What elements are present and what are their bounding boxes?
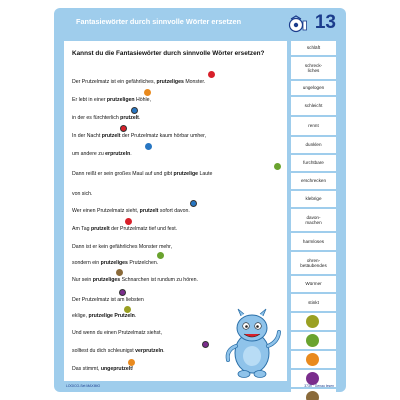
fantasy-word: prutzelt [120, 115, 139, 121]
header-title: Fantasiewörter durch sinnvolle Wörter ersetzen [76, 17, 242, 26]
color-marker-dot [119, 289, 126, 296]
sentence-text: um andere zu [72, 151, 106, 157]
word-card[interactable]: schläft [291, 41, 336, 55]
color-dot [306, 353, 319, 366]
sentence-line [72, 79, 205, 85]
sentence-text: Und wenn du einen Prutzelmatz siehst, [72, 330, 162, 336]
footer-code: 3739 · Genau lesen [304, 384, 334, 388]
word-card[interactable]: ungelogen [291, 81, 336, 95]
word-card[interactable]: Würmer [291, 276, 336, 292]
sentence-line [72, 313, 136, 319]
color-marker-dot [144, 89, 151, 96]
sentence-text: von sich. [72, 191, 93, 197]
question-heading: Kannst du die Fantasiewörter durch sinnvolle Wörter ersetzen? [72, 50, 265, 57]
sentence-text: Höhle, [134, 97, 151, 103]
header [54, 8, 346, 38]
sentence-text: sondern ein [72, 260, 101, 266]
sentence-line [72, 330, 162, 336]
fantasy-word: prutzeligen [106, 97, 135, 103]
word-card[interactable]: rennt [291, 117, 336, 135]
fantasy-word: prutzeliges [156, 79, 184, 85]
page-number: 13 [314, 12, 336, 33]
sentence-text: der Prutzelmatz tief und fest. [109, 226, 178, 232]
color-dot-card[interactable] [291, 389, 336, 400]
monster-illustration [222, 306, 284, 381]
color-marker-dot [202, 341, 209, 348]
fantasy-word: prutzelt [139, 208, 159, 214]
word-card[interactable]: schleicht [291, 97, 336, 115]
sentence-text: . [130, 151, 132, 157]
color-marker-dot [190, 200, 197, 207]
sentence-line [72, 208, 190, 214]
color-dot [306, 391, 319, 400]
sentence-line [72, 115, 140, 121]
fantasy-word: ungeprutzelt [100, 366, 132, 372]
footer-publisher: LOGICO-Set MAXIMO [66, 384, 101, 388]
sentence-text: Der Prutzelmatz ist am liebsten [72, 297, 144, 303]
sentence-text: Schnarchen ist rundum zu hören. [120, 277, 199, 283]
word-card[interactable]: erschrecken [291, 173, 336, 189]
color-marker-dot [116, 269, 123, 276]
sentence-text: Er lebt in einer [72, 97, 107, 103]
worksheet-card [54, 8, 346, 392]
word-card[interactable]: dunklen [291, 137, 336, 153]
word-card[interactable]: stinkt [291, 294, 336, 311]
sentence-text: Das stimmt, [72, 366, 101, 372]
sentence-text: Laute [198, 171, 213, 177]
color-marker-dot [157, 252, 164, 259]
color-dot [306, 315, 319, 328]
sentence-text: In der Nacht [72, 133, 102, 139]
sentence-line [72, 244, 172, 250]
word-card[interactable]: ohren- betäubendes [291, 252, 336, 274]
word-card[interactable]: furchtbare [291, 155, 336, 171]
word-card[interactable]: schreck- liches [291, 57, 336, 79]
color-marker-dot [125, 218, 132, 225]
color-marker-dot [208, 71, 215, 78]
fantasy-word: verprutzeln [135, 348, 164, 354]
sentence-line [72, 171, 212, 177]
sentence-text: in der es fürchterlich [72, 115, 121, 121]
sentence-text: . [138, 115, 141, 121]
color-dot-card[interactable] [291, 332, 336, 349]
color-dot-card[interactable] [291, 351, 336, 368]
fantasy-word: prutzeliges [100, 260, 128, 266]
sentence-text: . [163, 348, 165, 354]
sentence-text: Prutzelchen. [127, 260, 159, 266]
sentence-text: solltest du dich schleunigst [72, 348, 136, 354]
sentence-line [72, 348, 165, 354]
fantasy-word: erprutzeln [105, 151, 131, 157]
sentence-text: . [134, 313, 137, 319]
sentence-text: Dann reißt er sein großes Maul auf und gibt [72, 171, 174, 177]
sentence-text: Dann ist er kein gefährliches Monster mehr, [72, 244, 173, 250]
sentence-line [72, 151, 132, 157]
color-marker-dot [124, 306, 131, 313]
word-card[interactable]: davon- machen [291, 209, 336, 231]
eye-sheet-icon [288, 15, 308, 33]
fantasy-word: prutzeliges [92, 277, 121, 283]
sentence-line [72, 277, 198, 283]
sentence-line [72, 260, 158, 266]
color-dot [306, 334, 319, 347]
sentence-text: eklige, [72, 313, 89, 319]
fantasy-word: prutzelt [90, 226, 110, 232]
sentence-text: Am Tag [72, 226, 91, 232]
sentence-text: der Prutzelmatz kaum hörbar umher, [120, 133, 207, 139]
sentence-line [72, 226, 177, 232]
sentence-text: Nur sein [72, 277, 93, 283]
sentence-line [72, 133, 206, 139]
sentence-text: Der Prutzelmatz ist ein gefährliches, [72, 79, 157, 85]
color-marker-dot [131, 107, 138, 114]
color-marker-dot [128, 359, 135, 366]
color-dot-card[interactable] [291, 313, 336, 330]
fantasy-word: prutzelige Prutzeln [88, 313, 135, 319]
fantasy-word: prutzelt [101, 133, 121, 139]
sentence-line [72, 97, 151, 103]
color-marker-dot [120, 125, 127, 132]
color-marker-dot [145, 143, 152, 150]
fantasy-word: prutzelige [173, 171, 198, 177]
word-card[interactable]: harmloses [291, 233, 336, 250]
sentence-text: ! [131, 366, 134, 372]
sentence-line [72, 366, 133, 372]
word-card[interactable]: klebrige [291, 191, 336, 207]
sentence-line [72, 297, 144, 303]
text-panel [64, 41, 287, 381]
sentence-text: sofort davon. [158, 208, 190, 214]
sentence-line [72, 191, 92, 197]
color-marker-dot [274, 163, 281, 170]
sentence-text: Monster. [183, 79, 206, 85]
sentence-text: Wer einen Prutzelmatz sieht, [72, 208, 140, 214]
